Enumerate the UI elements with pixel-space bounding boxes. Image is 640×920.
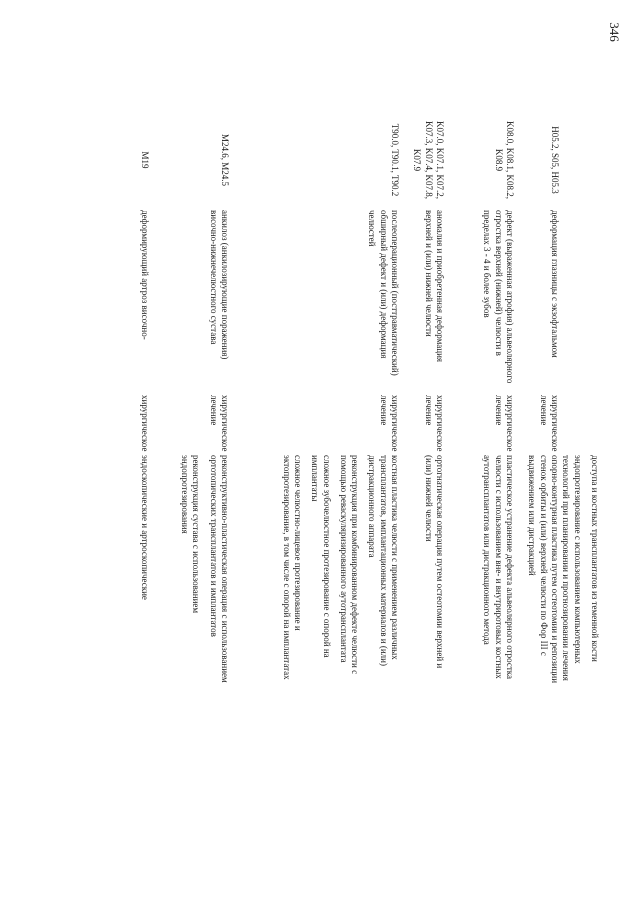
diagnosis: анкилоз (анкилозирующие поражения) височно-нижнечелюстного сустава [208, 210, 230, 360]
methods [274, 455, 400, 690]
procedures-table [110, 120, 600, 920]
icd-code: T90.0, T90.1, T90.2 [390, 123, 400, 197]
methods [416, 455, 445, 690]
treatment-type: хирургическое лечение [423, 395, 445, 452]
method-item: эндопротезирование с использованием компьютерных технологий при планировании и прогнозировании лечения [561, 455, 583, 681]
diagnosis: послеоперационный (посттравматический) обширный дефект и (или) деформация челюстей [367, 210, 400, 376]
icd-code: H05.2, S05, H05.3 [550, 126, 560, 194]
method-item: доступа и костных трансплантатов из теменной кости [590, 455, 600, 662]
treatment-type: хирургическое лечение [493, 395, 515, 452]
method-item: сложное челюстно-лицевое протезирование и эктопротезирование, в том числе с опорой на имплантатах [281, 455, 303, 680]
method-item: реконструктивно-пластическая операция с использованием ортотопических трансплантатов и имплантатов [208, 455, 230, 683]
treatment-type: хирургическое лечение [208, 395, 230, 452]
treatment-type: хирургическое лечение [538, 395, 560, 452]
diagnosis: аномалия и приобретенная деформация верхней и (или) нижней челюсти [423, 210, 445, 363]
treatment-type: хирургическое лечение [378, 395, 400, 452]
methods [554, 455, 600, 690]
diagnosis: деформирующий артроз височно- [140, 210, 150, 340]
method-item: костная пластика челюсти с применением различных трансплантатов, имплантационных материалов и (или) дистракционного аппарата [367, 455, 400, 666]
methods [133, 455, 150, 690]
methods [475, 455, 515, 690]
treatment-type: хирургическое [140, 395, 150, 452]
diagnosis: дефект (выраженная атрофия) альвеолярного отростка верхней (нижней) челюсти в пределах 3 - 4 и более зубов [482, 210, 515, 384]
method-item: опорно-контурная пластика путем остеотомии и репозиции стенок орбиты и (или) верхней челюсти по Фор III с выдвижением или дистракцией [527, 455, 560, 684]
method-item: сложное зубочелюстное протезирование с опорой на имплантаты [310, 455, 332, 658]
method-item: реконструкция при комбинированном дефекте челюсти с помощью реваскуляризированного аутотрансплантата [338, 455, 361, 675]
icd-code: M19 [140, 151, 150, 169]
method-item: ортогнатическая операция путем остеотомии верхней и (или) нижней челюсти [423, 455, 445, 669]
method-item: эндоскопические и артроскопические [140, 455, 150, 600]
icd-code: M24.6, M24.5 [220, 133, 230, 186]
icd-code: K08.0, K08.1, K08.2, K08.9 [493, 121, 515, 199]
page-number: 346 [606, 22, 622, 42]
method-item: пластическое устранение дефекта альвеолярного отростка челюсти с использованием вне- и внутриротовых костных аутотрансплантатов или дистракционного метода [482, 455, 515, 680]
methods [173, 455, 230, 690]
icd-code: K07.0, K07.1, K07.2, K07.3, K07.4, K07.8, K07.9 [412, 121, 445, 199]
method-item: реконструкция сустава с использованием эндопротезирования [180, 455, 202, 614]
methods [520, 455, 560, 690]
diagnosis: деформация глазницы с экзофтальмом [550, 210, 560, 358]
